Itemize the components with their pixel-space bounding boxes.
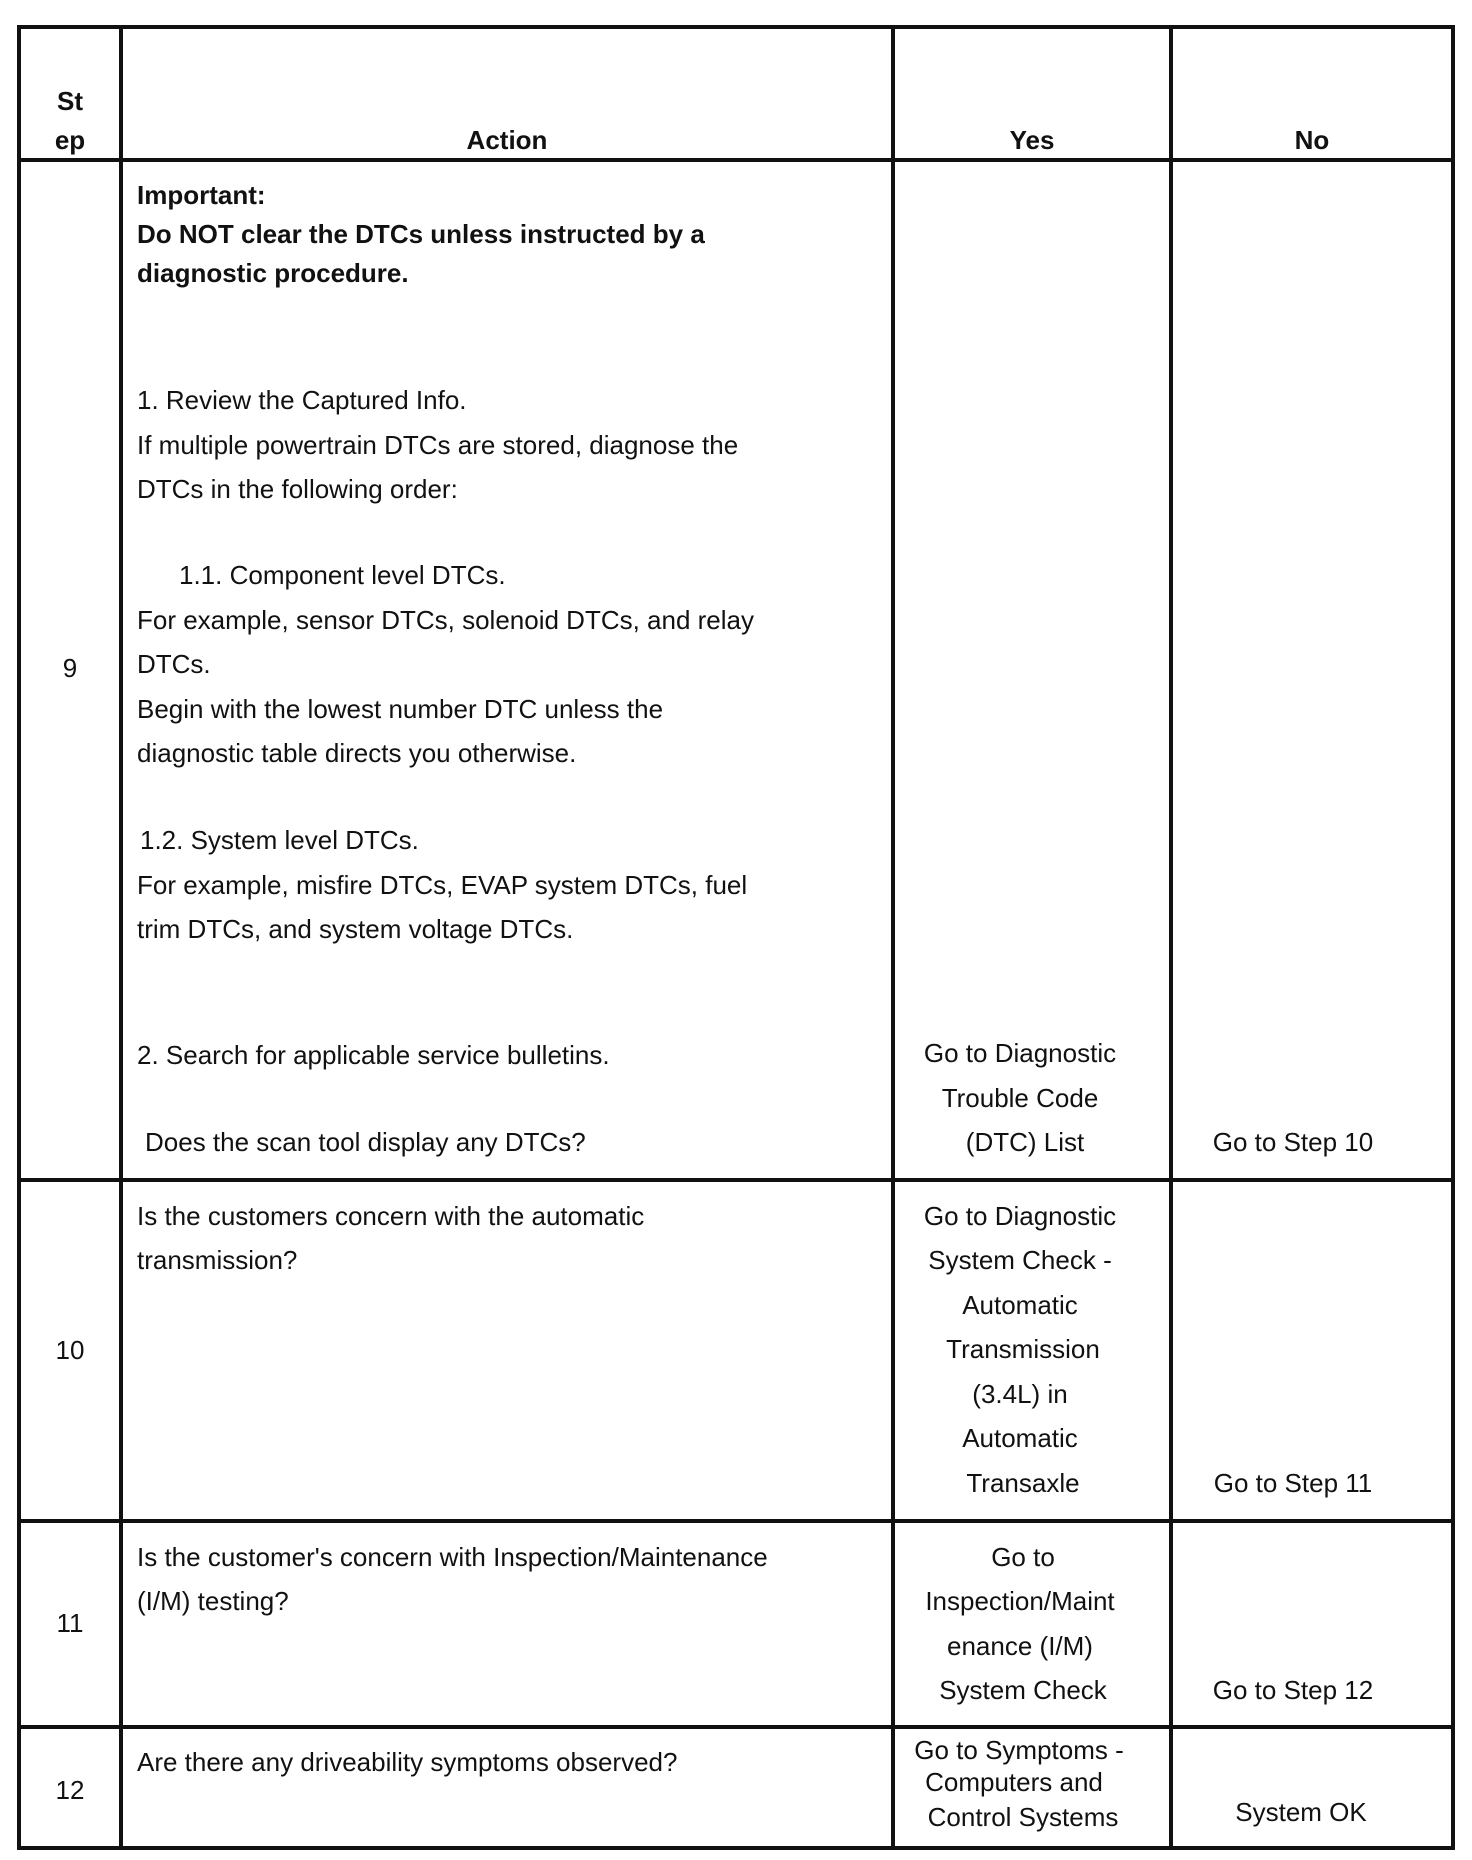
step-number: 11 [56,1608,84,1638]
table-border-right [1451,25,1455,1850]
yes-link-line[interactable]: System Check - [928,1245,1112,1275]
table-border-bottom [17,1846,1455,1850]
important-label: Important: [137,180,266,210]
yes-link-line[interactable]: Go to Symptoms - [914,1735,1124,1765]
table-border-left [17,25,21,1850]
sub-list-item-text: diagnostic table directs you otherwise. [137,738,577,768]
table-border-top [17,25,1455,29]
sub-list-item-text: Begin with the lowest number DTC unless the [137,694,664,724]
row-11-bottom-rule [17,1725,1455,1729]
yes-link-line[interactable]: Trouble Code [941,1083,1099,1113]
no-link[interactable]: System OK [1235,1797,1367,1827]
yes-link-line[interactable]: Automatic [962,1290,1078,1320]
header-step-line2: ep [54,125,86,155]
yes-link-line[interactable]: enance (I/M) [947,1631,1093,1661]
yes-link-line[interactable]: System Check [939,1675,1107,1705]
header-yes: Yes [1009,125,1055,155]
important-text: Do NOT clear the DTCs unless instructed by a [137,219,705,249]
yes-link-line[interactable]: Automatic [962,1423,1078,1453]
yes-link-line[interactable]: Go to Diagnostic [923,1038,1117,1068]
question: Does the scan tool display any DTCs? [145,1127,586,1157]
action-text: (I/M) testing? [137,1586,289,1616]
yes-link-line[interactable]: (3.4L) in [972,1379,1068,1409]
step-number: 10 [55,1335,85,1365]
yes-link-line[interactable]: Go to Diagnostic [923,1201,1117,1231]
yes-link-line[interactable]: Control Systems [927,1802,1119,1832]
header-action: Action [466,125,548,155]
yes-link-line[interactable]: Transmission [946,1334,1100,1364]
yes-link-line[interactable]: Inspection/Maint [925,1586,1115,1616]
no-link[interactable]: Go to Step 12 [1212,1675,1374,1705]
yes-link-line[interactable]: Go to [991,1542,1055,1572]
action-text: Is the customers concern with the automatic [137,1201,645,1231]
yes-link-line[interactable]: Transaxle [966,1468,1080,1498]
list-item-text: DTCs in the following order: [137,474,458,504]
header-no: No [1294,125,1330,155]
step-number: 9 [62,653,78,683]
header-step-line1: St [57,86,83,116]
row-9-bottom-rule [17,1178,1455,1182]
sub-list-item-text: For example, sensor DTCs, solenoid DTCs, and relay [137,605,755,635]
no-link[interactable]: Go to Step 11 [1213,1468,1373,1498]
sub-list-item: 1.1. Component level DTCs. [179,560,506,590]
list-item: 1. Review the Captured Info. [137,385,467,415]
step-column-rule [119,25,123,1850]
yes-link-line[interactable]: Computers and [925,1767,1103,1797]
sub-list-item: 1.2. System level DTCs. [140,825,419,855]
action-text: Are there any driveability symptoms observed? [137,1747,678,1777]
step-number: 12 [55,1775,85,1805]
action-text: transmission? [137,1245,298,1275]
list-item: 2. Search for applicable service bulletins. [137,1040,610,1070]
sub-list-item-text: trim DTCs, and system voltage DTCs. [137,914,574,944]
list-item-text: If multiple powertrain DTCs are stored, diagnose the [137,430,739,460]
row-10-bottom-rule [17,1519,1455,1523]
yes-column-rule [1169,25,1173,1850]
important-text: diagnostic procedure. [137,258,409,288]
no-link[interactable]: Go to Step 10 [1212,1127,1374,1157]
sub-list-item-text: For example, misfire DTCs, EVAP system DTCs, fuel [137,870,748,900]
yes-link-line[interactable]: (DTC) List [965,1127,1085,1157]
action-text: Is the customer's concern with Inspection/Maintenance [137,1542,768,1572]
sub-list-item-text: DTCs. [137,649,211,679]
